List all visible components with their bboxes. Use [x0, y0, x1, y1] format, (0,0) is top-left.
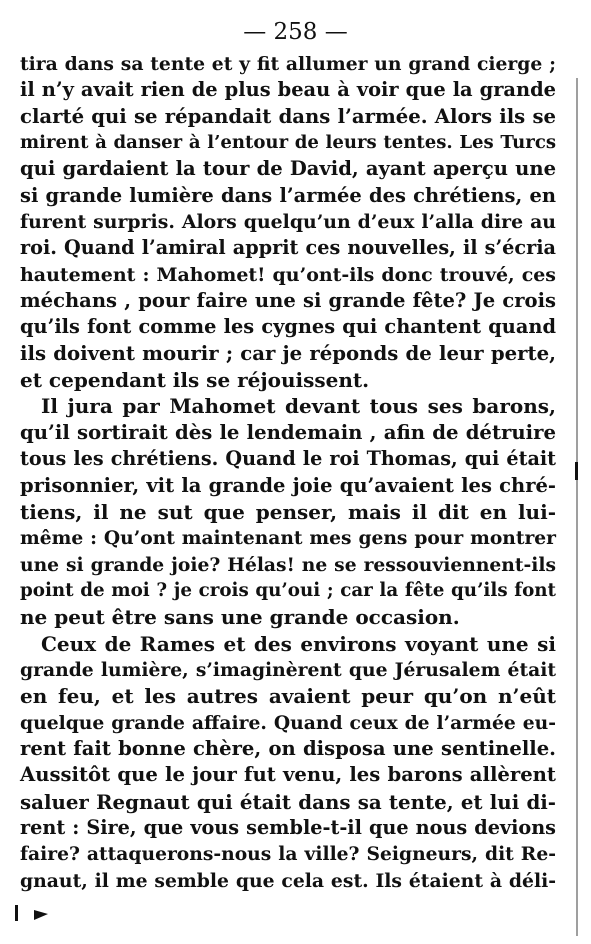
text-line: Aussitôt que le jour fut venu, les barons allèrent [20, 763, 556, 787]
text-line: clarté qui se répandait dans l’armée. Alors ils se [20, 104, 556, 128]
text-line: si grande lumière dans l’armée des chrétiens, en [20, 183, 556, 207]
text-line: Il jura par Mahomet devant tous ses barons, [41, 394, 556, 419]
text-line: tiens, il ne sut que penser, mais il dit en lui- [20, 499, 556, 524]
corner-triangle-mark [34, 910, 48, 920]
text-line: Ceux de Rames et des environs voyant une si [41, 631, 556, 656]
text-line: hautement : Mahomet! qu’ont-ils donc trouvé, ces [20, 263, 556, 286]
text-line: tous les chrétiens. Quand le roi Thomas, qui était [20, 447, 556, 471]
text-line: qui gardaient la tour de David, ayant aperçu une [20, 157, 556, 181]
text-line: en feu, et les autres avaient peur qu’on n’eût [20, 684, 556, 709]
text-line: furent surpris. Alors quelqu’un d’eux l’alla dire au [20, 211, 556, 234]
text-line: ils doivent mourir ; car je réponds de leur perte, [20, 341, 556, 365]
text-line: et cependant ils se réjouissent. [20, 368, 370, 393]
text-line: qu’ils font comme les cygnes qui chantent quand [20, 315, 556, 339]
text-line: roi. Quand l’amiral apprit ces nouvelles, il s’écria [20, 236, 556, 260]
text-line: faire? attaquerons-nous la ville? Seigneurs, dit Re- [20, 843, 556, 866]
text-line: gnaut, il me semble que cela est. Ils étaient à déli- [20, 869, 556, 892]
text-line: rent fait bonne chère, on disposa une sentinelle. [20, 736, 556, 760]
text-line: ne peut être sans une grande occasion. [20, 605, 460, 630]
text-line: quelque grande affaire. Quand ceux de l’armée eu- [20, 711, 556, 734]
text-line: une si grande joie? Hélas! ne se ressouviennent-ils [20, 553, 556, 576]
page-edge-mark [575, 462, 578, 480]
text-line: prisonnier, vit la grande joie qu’avaient les chré- [20, 473, 556, 497]
text-line: rent : Sire, que vous semble-t-il que nous devions [20, 815, 556, 839]
body-text [20, 51, 556, 894]
text-line: grande lumière, s’imaginèrent que Jérusalem était [20, 658, 556, 681]
corner-bar-mark [15, 905, 18, 921]
page-edge-rule [576, 78, 578, 936]
text-line: qu’il sortirait dès le lendemain , afin de détruire [20, 420, 556, 444]
text-line: tira dans sa tente et y fit allumer un grand cierge ; [20, 53, 556, 75]
text-line: point de moi ? je crois qu’oui ; car la fête qu’ils font [20, 579, 556, 601]
text-line: mirent à danser à l’entour de leurs tentes. Les Turcs [20, 132, 556, 154]
text-line: saluer Regnaut qui était dans sa tente, et lui di- [20, 789, 556, 814]
text-line: méchans , pour faire une si grande fête? Je crois [20, 289, 556, 313]
text-line: il n’y avait rien de plus beau à voir que la grande [20, 78, 556, 102]
text-line: même : Qu’ont maintenant mes gens pour montrer [20, 527, 556, 550]
page-number: — 258 — [243, 19, 348, 45]
